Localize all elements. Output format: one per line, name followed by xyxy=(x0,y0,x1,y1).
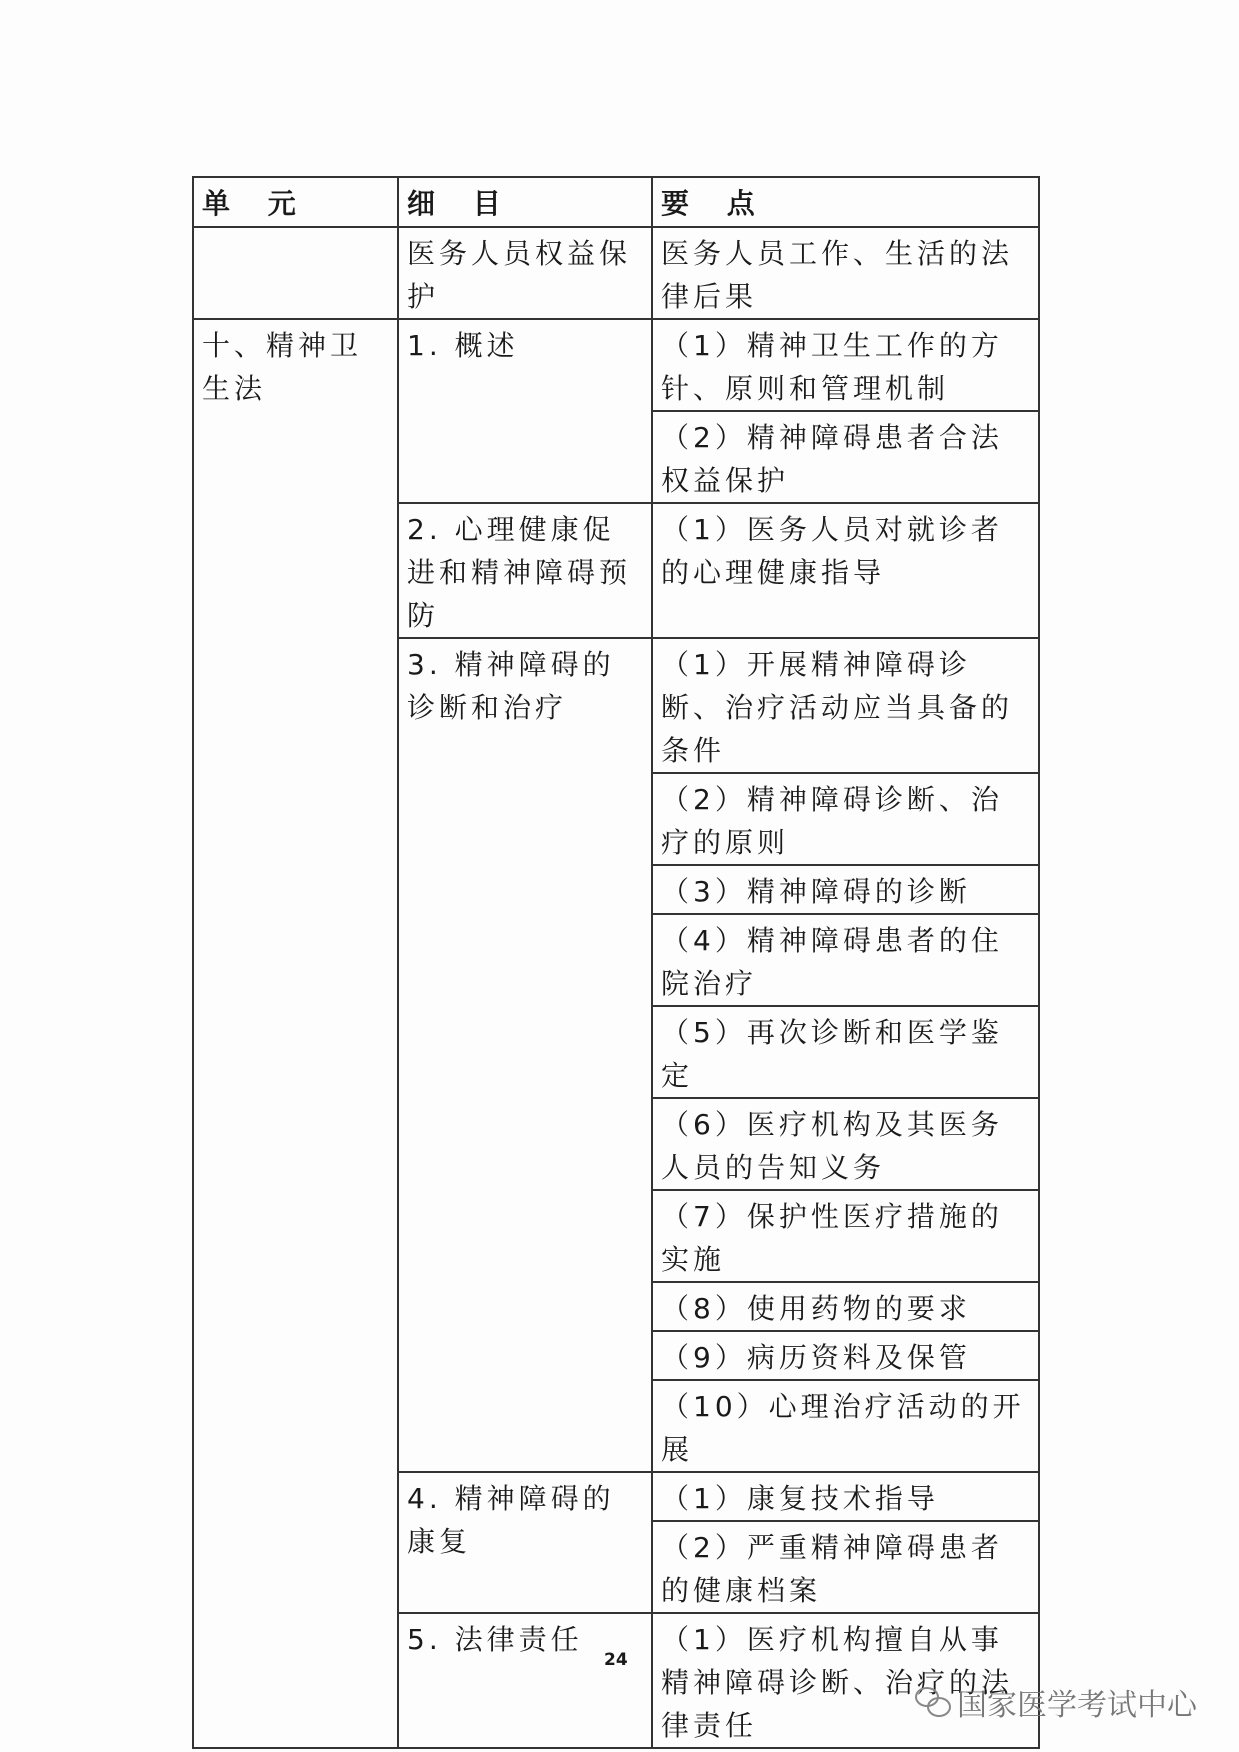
header-unit: 单 元 xyxy=(193,177,398,227)
point-cell: （7）保护性医疗措施的实施 xyxy=(652,1190,1039,1282)
point-cell: （1）精神卫生工作的方针、原则和管理机制 xyxy=(652,319,1039,411)
point-cell: （9）病历资料及保管 xyxy=(652,1331,1039,1380)
item-cell: 4. 精神障碍的康复 xyxy=(398,1472,652,1613)
point-cell: （8）使用药物的要求 xyxy=(652,1282,1039,1331)
point-cell: （2）精神障碍患者合法权益保护 xyxy=(652,411,1039,503)
item-cell: 5. 法律责任 xyxy=(398,1613,652,1748)
item-cell: 1. 概述 xyxy=(398,319,652,503)
point-cell: （1）医疗机构擅自从事精神障碍诊断、治疗的法律责任 xyxy=(652,1613,1039,1748)
point-cell: （5）再次诊断和医学鉴定 xyxy=(652,1006,1039,1098)
unit-cell xyxy=(193,227,398,319)
point-cell: （1）康复技术指导 xyxy=(652,1472,1039,1521)
item-cell: 医务人员权益保护 xyxy=(398,227,652,319)
watermark xyxy=(915,1680,1197,1724)
point-cell: （4）精神障碍患者的住院治疗 xyxy=(652,914,1039,1006)
page-number: 24 xyxy=(604,1650,628,1670)
syllabus-table xyxy=(192,176,1040,1749)
point-cell: （10）心理治疗活动的开展 xyxy=(652,1380,1039,1472)
point-cell: （6）医疗机构及其医务人员的告知义务 xyxy=(652,1098,1039,1190)
watermark-text: 国家医学考试中心 xyxy=(957,1688,1197,1723)
table-row xyxy=(193,319,1039,411)
header-points: 要 点 xyxy=(652,177,1039,227)
point-cell: （3）精神障碍的诊断 xyxy=(652,865,1039,914)
unit-cell: 十、精神卫生法 xyxy=(193,319,398,1748)
point-cell: 医务人员工作、生活的法律后果 xyxy=(652,227,1039,319)
header-item: 细 目 xyxy=(398,177,652,227)
point-cell: （1）医务人员对就诊者的心理健康指导 xyxy=(652,503,1039,638)
table-header xyxy=(193,177,1039,227)
item-cell: 2. 心理健康促进和精神障碍预防 xyxy=(398,503,652,638)
point-cell: （2）严重精神障碍患者的健康档案 xyxy=(652,1521,1039,1613)
wechat-icon xyxy=(915,1687,951,1717)
point-cell: （2）精神障碍诊断、治疗的原则 xyxy=(652,773,1039,865)
table-row xyxy=(193,227,1039,319)
item-cell: 3. 精神障碍的诊断和治疗 xyxy=(398,638,652,1472)
point-cell: （1）开展精神障碍诊断、治疗活动应当具备的条件 xyxy=(652,638,1039,773)
